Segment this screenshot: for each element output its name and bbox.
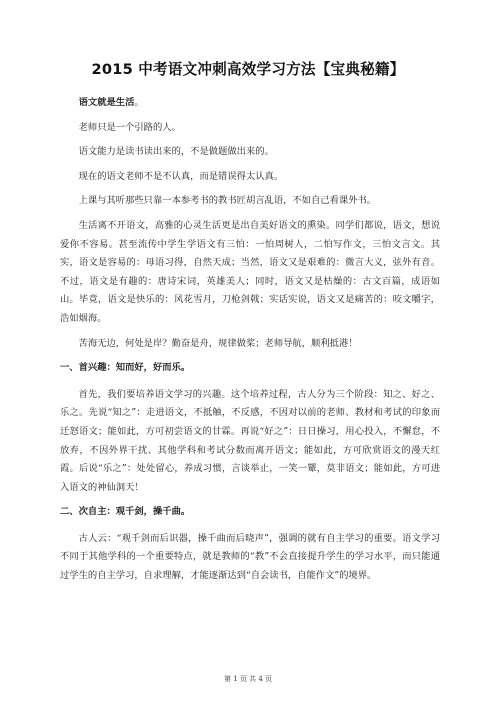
page-number-label: 第 1 页 共 4 页 xyxy=(223,675,273,683)
intro-tail: 。 xyxy=(134,97,144,108)
section-body-1: 首先，我们要培养语文学习的兴趣。这个培养过程，古人分为三个阶段：知之、好之、乐之。先说“知之”：走进语文，不抵触，不反感，不因对以前的老师、教材和考试的印象而迁怒语文；能如此，方可初尝语文的甘霖。再说“好之”：日日操习，用心投入，不懈怠，不放弃，不因外界干扰、其他学科和考试分数而离开语文；能如此，方可欣赏语文的漫天红霞。后说“乐之”：处处留心，养成习惯，言谈举止，一笑一颦，莫非语文；能如此，方可进入语文的神仙洞天！ xyxy=(60,388,440,493)
section-heading-2: 二、次自主：观千剑，操千曲。 xyxy=(60,506,191,518)
intro-line xyxy=(60,94,440,113)
paragraph: 生活离不开语文，高雅的心灵生活更是出自美好语文的熏染。同学们都说，语文，想说爱你不容易。甚至流传中学生学语文有三怕：一怕周树人，二怕写作文，三怕文言文。其实，语文是容易的：母语习得，自然天成；当然，语文又是艰难的：微言大义，弦外有音。不过，语文是有趣的：唐诗宋词，英雄美人；同时，语文又是枯燥的：古文百篇，成语如山。毕竟，语文是快乐的：风花雪月，刀枪剑戟；实话实说，语文又是痛苦的：咬文嚼字，浩如烟海。 xyxy=(60,219,440,324)
document-title: 2015 中考语文冲刺高效学习方法【宝典秘籍】 xyxy=(91,61,405,78)
intro-bold-text: 语文就是生活 xyxy=(78,97,135,108)
section-body-2: 古人云：“观千剑而后识器，操千曲而后晓声”，强调的就有自主学习的重要。语文学习不同于其他学科的一个重要特点，就是教师的“教”不会直接提升学生的学习水平，而只能通过学生的自主学习，自求理解，才能逐渐达到“自会读书，自能作文”的境界。 xyxy=(60,532,440,582)
page-footer xyxy=(0,674,496,684)
section-heading-1: 一、首兴趣：知而好，好而乐。 xyxy=(60,362,191,374)
paragraph: 语文能力是读书读出来的，不是做题做出来的。 xyxy=(78,146,274,158)
paragraph: 老师只是一个引路的人。 xyxy=(78,121,181,133)
paragraph: 现在的语文老师不是不认真，而是错误得太认真。 xyxy=(78,170,284,182)
paragraph: 苦海无边，何处是岸？勤奋是舟，规律做桨；老师导航，顺利抵港！ xyxy=(78,337,358,349)
document-body xyxy=(60,94,440,592)
paragraph: 上课与其听那些只靠一本参考书的教书匠胡言乱语，不如自己看课外书。 xyxy=(78,195,377,207)
